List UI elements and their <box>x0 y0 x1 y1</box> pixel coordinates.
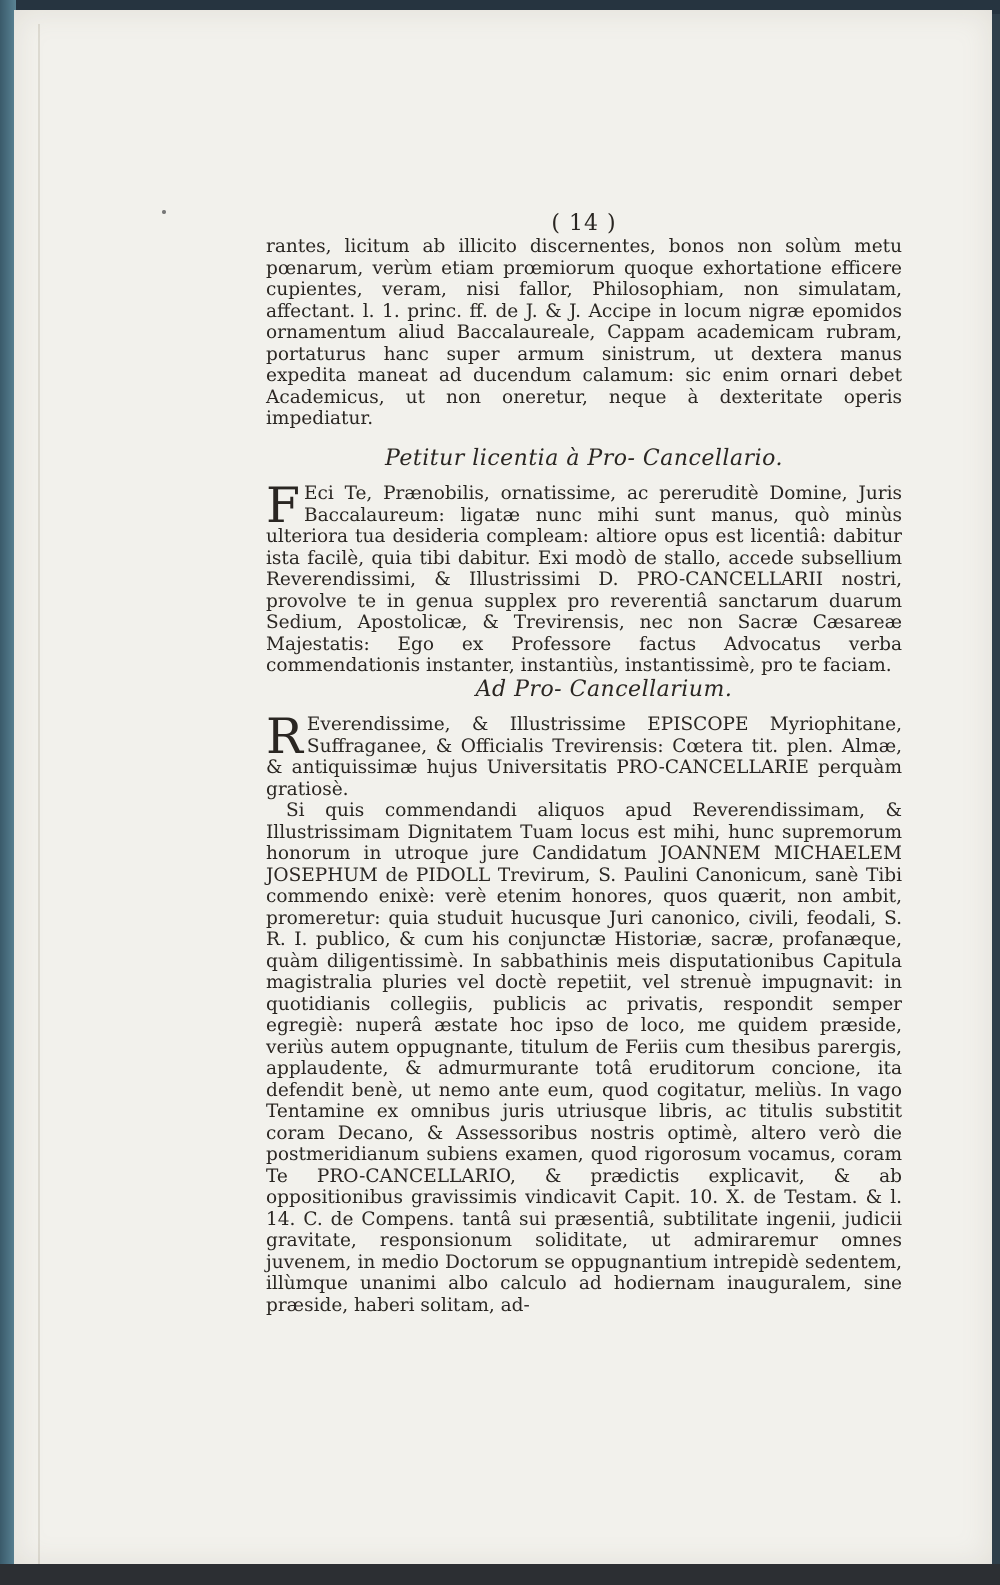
page-number: ( 14 ) <box>551 211 617 236</box>
ink-speck <box>162 210 166 214</box>
dropcap-f: F <box>266 477 300 534</box>
section-1-text: Eci Te, Prænobilis, ornatissime, ac pereruditè Domine, Juris Baccalaureum: ligatæ nunc mihi sunt manus, quò minùs ulteriora tua desideria compleam: altiore opus est licentiâ: dabitur ista facilè, quia tibi dabitur. Exi modò de stallo, accede subsellium Reverendissimi, & Illustrissimi D. PRO-CANCELLARII nostri, provolve te in genua supplex pro reverentiâ sanctarum duarum Sedium, Apostolicæ, & Trevirensis, nec non Sacræ Cæsareæ Majestatis: Ego ex Professore factus Advocatus verba commendationis instanter, instantiùs, instantissimè, pro te faciam. <box>266 483 902 676</box>
scan-bottom-edge <box>0 1564 1000 1585</box>
section-2-paragraph <box>266 708 902 800</box>
heading-petitur-licentia: Petitur licentia à Pro- Cancellario. <box>385 445 783 471</box>
section-2-text: Everendissime, & Illustrissime EPISCOPE Myriophitane, Suffraganee, & Officialis Trevirensis: Cœtera tit. plen. Almæ, & antiquissimæ hujus Universitatis PRO-CANCELLARIE perquàm gratiosè. <box>266 714 902 800</box>
section-1-paragraph <box>266 477 902 677</box>
page-fold-line <box>38 24 40 1564</box>
section-2-paragraph-b: Si quis commendandi aliquos apud Reverendissimam, & Illustrissimam Dignitatem Tuam locus est mihi, hunc supremorum honorum in utroque jure Candidatum JOANNEM MICHAELEM JOSEPHUM de PIDOLL Trevirum, S. Paulini Canonicum, sanè Tibi commendo enixè: verè etenim honores, quos quærit, non ambit, promeretur: quia studuit hucusque Juri canonico, civili, feodali, S. R. I. publico, & cum his conjunctæ Historiæ, sacræ, profanæque, quàm diligentissimè. In sabbathinis meis disputationibus Capitula magistralia pluries vel doctè repetiit, vel strenuè impugnavit: in quotidianis collegiis, publicis ac privatis, respondit semper egregiè: nuperâ æstate hoc ipso de loco, me quidem præside, veriùs autem oppugnante, titulum de Feriis cum thesibus parergis, applaudente, & admurmurante totâ eruditorum concione, ita defendit benè, ut nemo ante eum, quod cogitatur, meliùs. In vago Tentamine ex omnibus juris utriusque libris, ac titulis substitit coram Decano, & Assessoribus nostris optimè, altero verò die postmeridianum subiens examen, quod rigorosum vocamus, coram Te PRO-CANCELLARIO, & prædictis explicavit, & ab oppositionibus gravissimis vindicavit Capit. 10. X. de Testam. & l. 14. C. de Compens. tantâ sui præsentiâ, subtilitate ingenii, judicii gravitate, responsionum soliditate, ut admiraremur omnes juvenem, in medio Doctorum se oppugnantium intrepidè sedentem, illùmque unanimi albo calculo ad hodiernam inauguralem, sine præside, haberi solitam, ad- <box>266 800 902 1316</box>
dropcap-r: R <box>266 708 303 765</box>
intro-paragraph: rantes, licitum ab illicito discernentes, bonos non solùm metu pœnarum, verùm etiam prœmiorum quoque exhortatione efficere cupientes, veram, nisi fallor, Philosophiam, non simulatam, affectant. l. 1. princ. ff. de J. & J. Accipe in locum nigræ epomidos ornamentum aliud Baccalaureale, Cappam academicam rubram, portaturus hanc super armum sinistrum, ut dextera manus expedita maneat ad ducendum calamum: sic enim ornari debet Academicus, ut non oneretur, neque à dexteritate operis impediatur. <box>266 236 902 429</box>
document-text <box>266 212 902 1316</box>
heading-ad-pro-cancellarium: Ad Pro- Cancellarium. <box>475 676 733 702</box>
